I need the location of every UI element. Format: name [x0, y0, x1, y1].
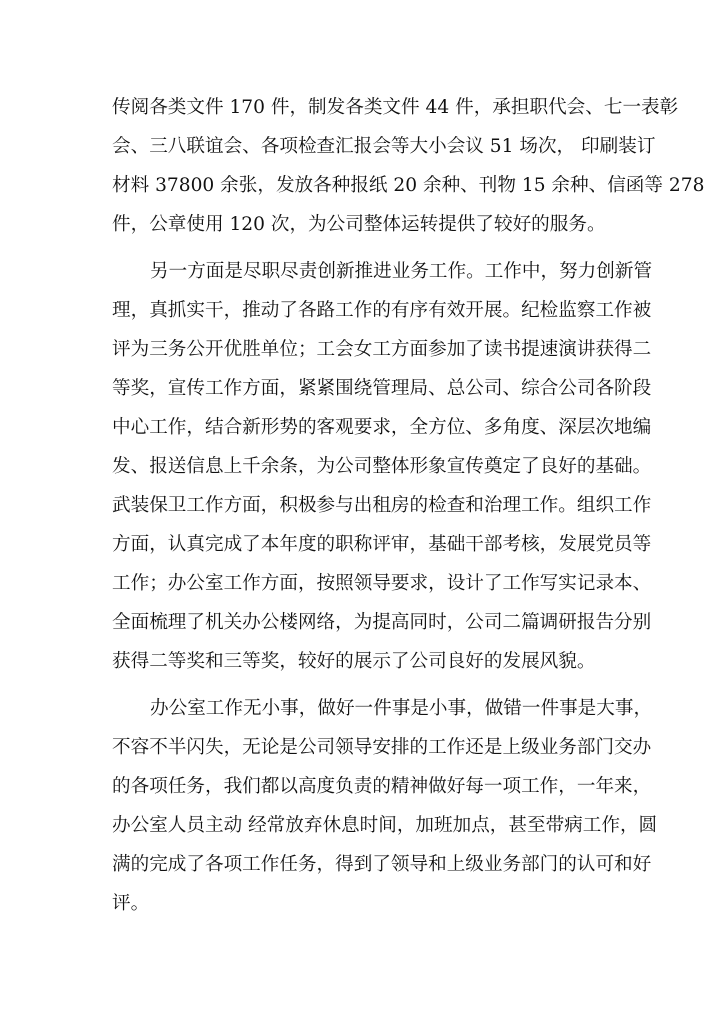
text-line: 武装保卫工作方面，积极参与出租房的检查和治理工作。组织工作: [112, 495, 652, 516]
text-line: 评。: [112, 893, 150, 914]
text-line: 另一方面是尽职尽责创新推进业务工作。工作中，努力创新管: [150, 261, 653, 282]
text-line: 材料 37800 余张，发放各种报纸 20 余种、刊物 15 余种、信函等 278: [112, 175, 705, 196]
text-line: 方面，认真完成了本年度的职称评审，基础干部考核，发展党员等: [112, 534, 652, 555]
text-line: 工作；办公室工作方面，按照领导要求，设计了工作写实记录本、: [112, 573, 652, 594]
text-line: 的各项任务，我们都以高度负责的精神做好每一项工作，一年来，: [112, 776, 652, 797]
text-line: 满的完成了各项工作任务，得到了领导和上级业务部门的认可和好: [112, 854, 652, 875]
text-line: 理，真抓实干，推动了各路工作的有序有效开展。纪检监察工作被: [112, 300, 652, 321]
text-line: 发、报送信息上千余条，为公司整体形象宣传奠定了良好的基础。: [112, 456, 652, 477]
text-line: 不容不半闪失，无论是公司领导安排的工作还是上级业务部门交办: [112, 737, 652, 758]
text-line: 评为三务公开优胜单位；工会女工方面参加了读书提速演讲获得二: [112, 339, 652, 360]
text-line: 办公室人员主动 经常放弃休息时间，加班加点，甚至带病工作，圆: [112, 815, 658, 836]
text-line: 获得二等奖和三等奖，较好的展示了公司良好的发展风貌。: [112, 651, 596, 672]
text-line: 传阅各类文件 170 件，制发各类文件 44 件，承担职代会、七一表彰: [112, 97, 679, 118]
text-line: 办公室工作无小事，做好一件事是小事，做错一件事是大事，: [150, 698, 653, 719]
text-line: 全面梳理了机关办公楼网络，为提高同时，公司二篇调研报告分别: [112, 612, 652, 633]
text-line: 等奖，宣传工作方面，紧紧围绕管理局、总公司、综合公司各阶段: [112, 378, 652, 399]
text-line: 会、三八联谊会、各项检查汇报会等大小会议 51 场次， 印刷装订: [112, 136, 656, 157]
text-line: 件，公章使用 120 次，为公司整体运转提供了较好的服务。: [112, 214, 606, 235]
text-line: 中心工作，结合新形势的客观要求，全方位、多角度、深层次地编: [112, 417, 652, 438]
